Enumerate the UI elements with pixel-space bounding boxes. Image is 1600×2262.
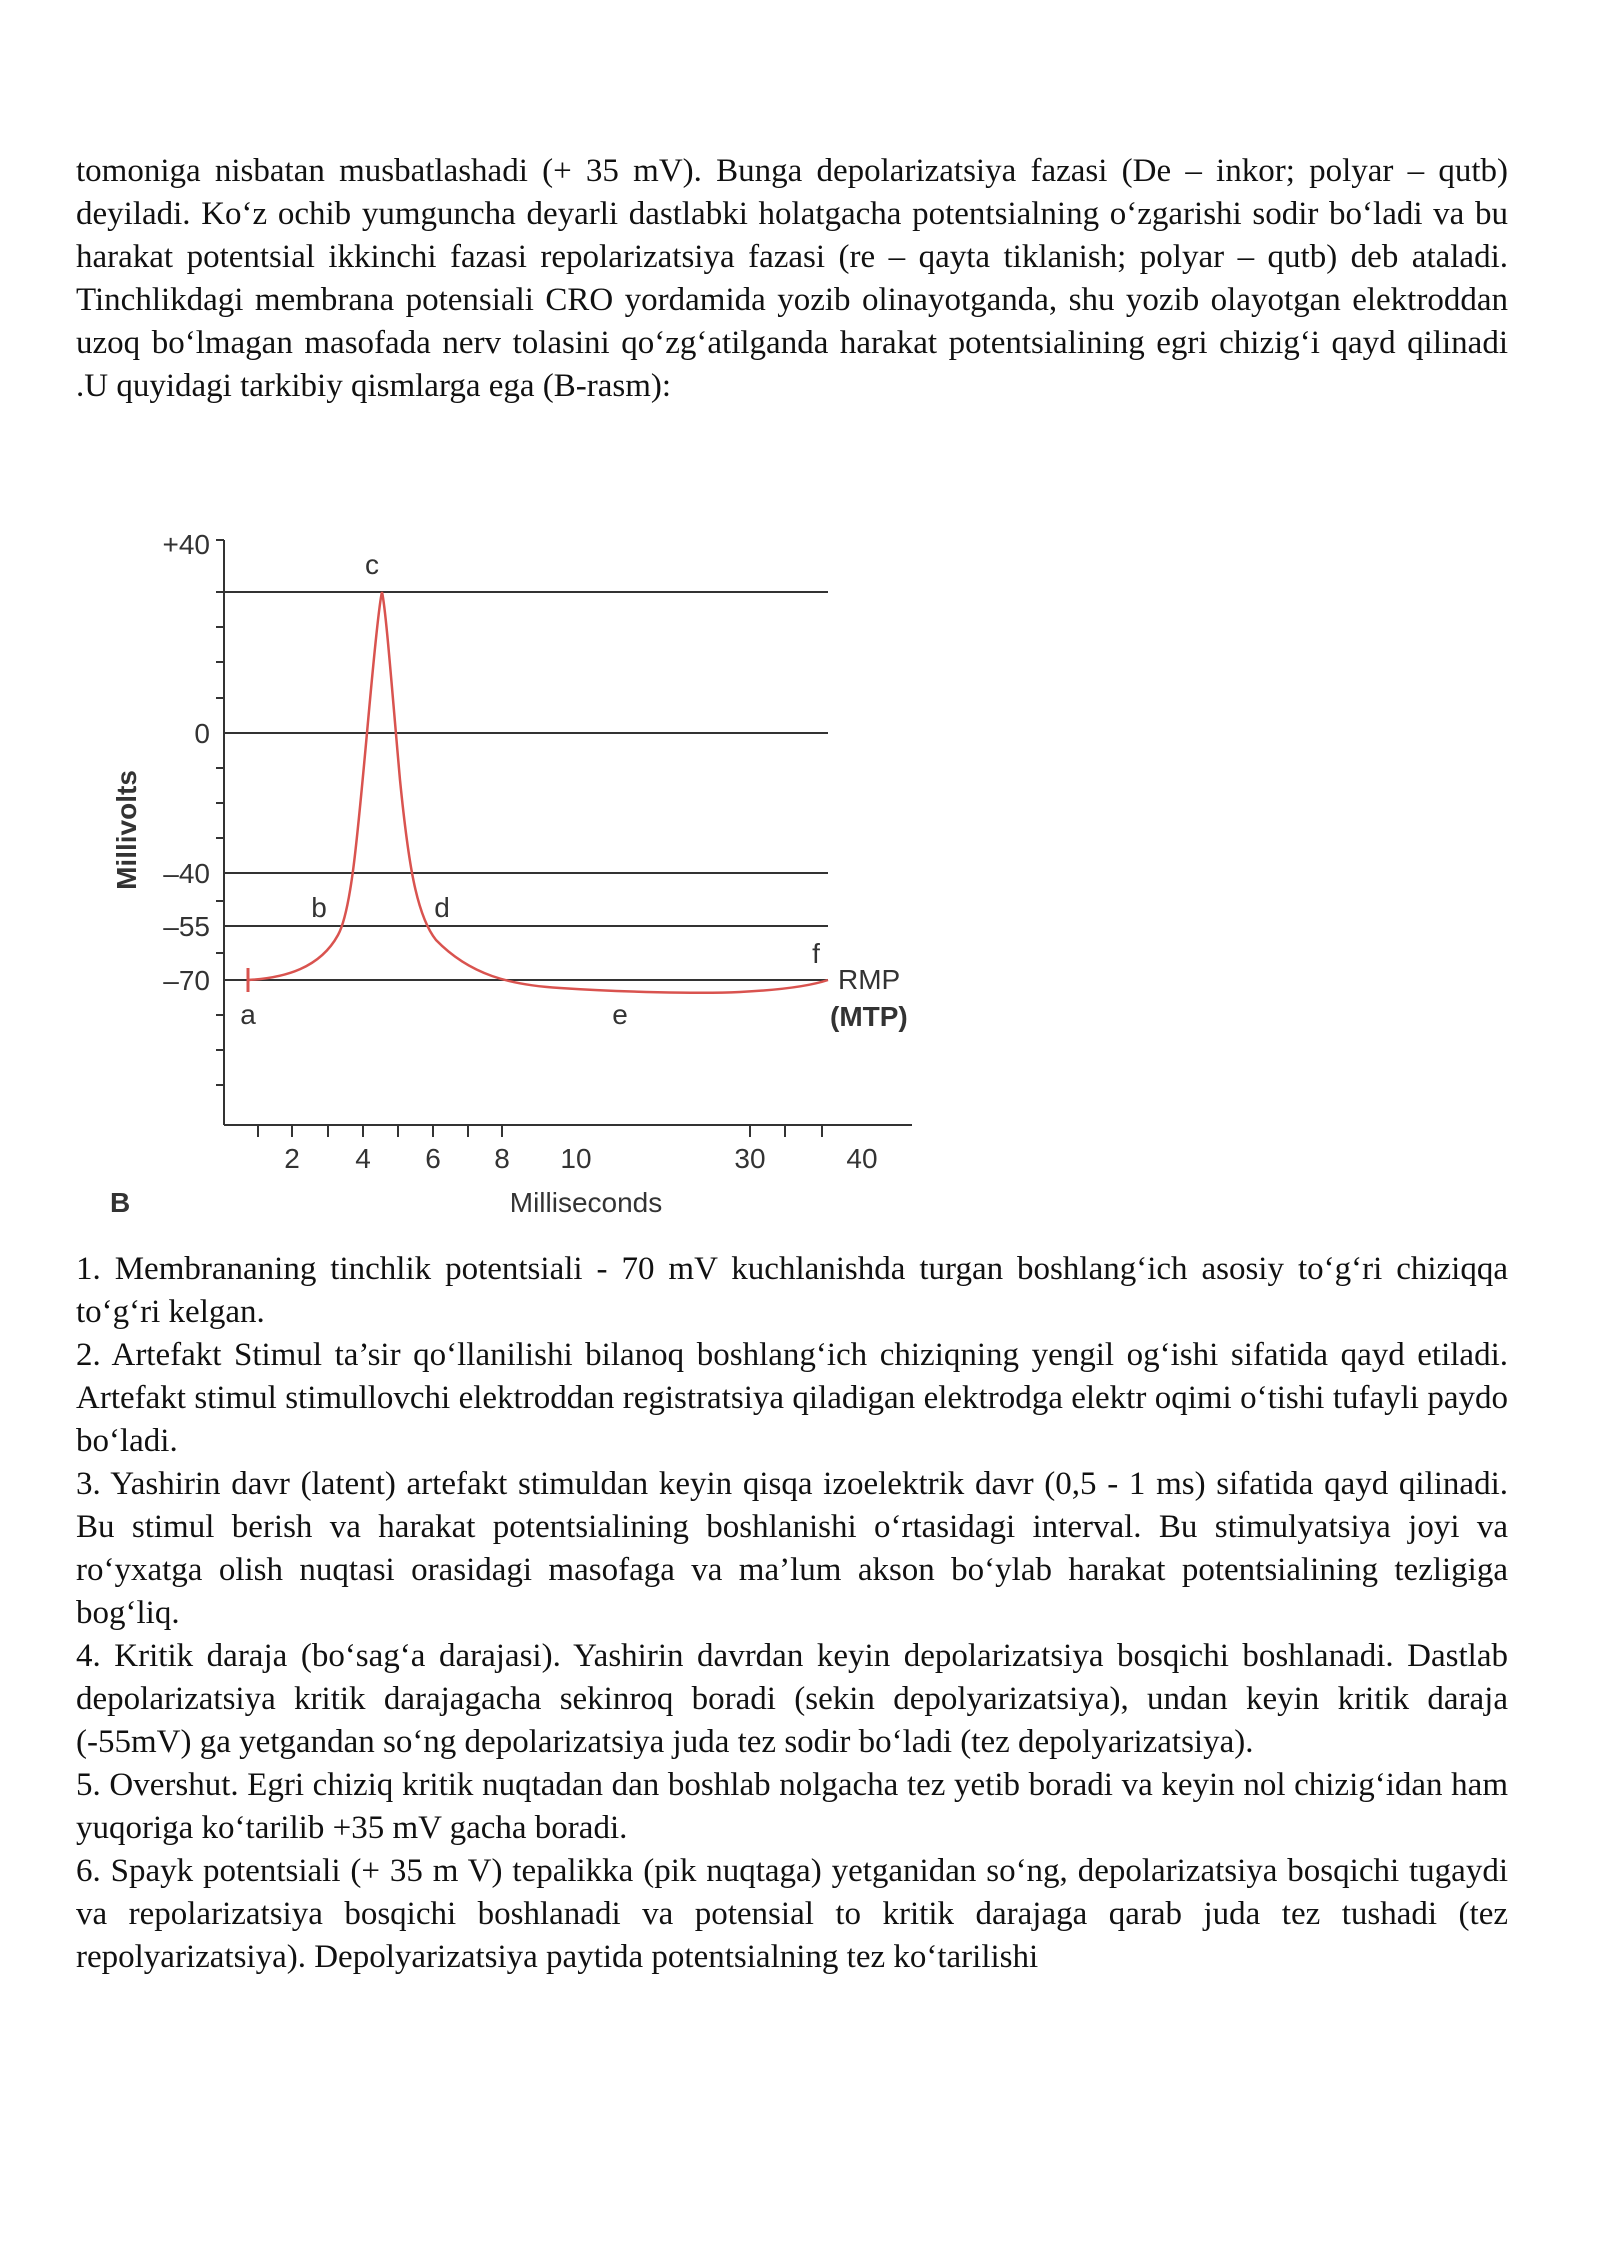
action-potential-figure [100, 530, 940, 1240]
y-minor-ticks [216, 540, 224, 1085]
intro-paragraph: tomoniga nisbatan musbatlashadi (+ 35 mV). Bunga depolarizatsiya fazasi (De – inkor; polyar – qutb) deyiladi. Ko‘z ochib yumguncha deyarli dastlabki holatgacha potentsialning o‘zgarishi sodir bo‘ladi va bu harakat potentsial ikkinchi fazasi repolarizatsiya fazasi (re – qayta tiklanish; polyar – qutb) deb ataladi. Tinchlikdagi membrana potensiali CRO yordamida yozib olinayotganda, shu yozib olayotgan elektroddan uzoq bo‘lmagan masofada nerv tolasini qo‘zg‘atilganda harakat potentsialining egri chizig‘i qayd qilinadi .U quyidagi tarkibiy qismlarga ega (B-rasm): [76, 153, 1508, 404]
y-tick-label: –55 [163, 911, 210, 942]
list-item: 5. Overshut. Egri chiziq kritik nuqtadan dan boshlab nolgacha tez yetib boradi va keyin nol chizig‘idan ham yuqoriga ko‘tarilib +35 mV gacha boradi. [76, 1767, 1508, 1846]
rmp-label: RMP [838, 964, 901, 995]
ap-components-list [76, 1248, 1508, 1979]
point-label-f: f [812, 938, 820, 969]
action-potential-curve [248, 592, 828, 993]
point-label-e: e [612, 999, 628, 1030]
x-tick-label: 30 [734, 1143, 766, 1174]
point-label-d: d [434, 892, 450, 923]
x-minor-ticks [258, 1125, 822, 1137]
point-label-b: b [311, 892, 327, 923]
action-potential-chart [100, 530, 940, 1240]
x-tick-label: 8 [494, 1143, 510, 1174]
y-axis-label: Millivolts [111, 770, 142, 890]
y-tick-label: +40 [162, 530, 210, 560]
list-item: 3. Yashirin davr (latent) artefakt stimuldan keyin qisqa izoelektrik davr (0,5 - 1 ms) sifatida qayd qilinadi. Bu stimul berish va harakat potentsialining boshlanishi o‘rtasidagi interval. Bu stimulyatsiya joyi va ro‘yxatga olish nuqtasi orasidagi masofaga va ma’lum akson bo‘ylab harakat potentsialining tezligiga bog‘liq. [76, 1466, 1508, 1631]
list-item: 1. Membrananing tinchlik potentsiali - 70 mV kuchlanishda turgan boshlang‘ich asosiy to‘g‘ri chiziqqa to‘g‘ri kelgan. [76, 1251, 1508, 1330]
x-tick-label: 4 [355, 1143, 371, 1174]
y-tick-label: 0 [194, 718, 210, 749]
x-tick-label: 40 [846, 1143, 878, 1174]
point-label-a: a [240, 999, 256, 1030]
x-tick-label: 10 [560, 1143, 592, 1174]
intro-text-block [76, 150, 1508, 408]
panel-label: B [110, 1187, 131, 1218]
list-item: 6. Spayk potentsiali (+ 35 m V) tepalikka (pik nuqtaga) yetganidan so‘ng, depolarizatsiya bosqichi tugaydi va repolarizatsiya bosqichi boshlanadi va potensial to kritik darajaga qarab juda tez tushadi (tez repolyarizatsiya). Depolyarizatsiya paytida potentsialning tez ko‘tarilishi [76, 1853, 1508, 1975]
list-item: 2. Artefakt Stimul ta’sir qo‘llanilishi bilanoq boshlang‘ich chiziqning yengil og‘ishi sifatida qayd etiladi. Artefakt stimul stimullovchi elektroddan registratsiya qiladigan elektrodga elektr oqimi o‘tishi tufayli paydo bo‘ladi. [76, 1337, 1508, 1459]
x-tick-label: 2 [284, 1143, 300, 1174]
y-tick-label: –40 [163, 858, 210, 889]
y-tick-label: –70 [163, 965, 210, 996]
x-axis-label: Milliseconds [509, 1187, 663, 1218]
point-label-c: c [365, 549, 379, 580]
mtp-label: (MTP) [830, 1001, 908, 1032]
list-item: 4. Kritik daraja (bo‘sag‘a darajasi). Yashirin davrdan keyin depolarizatsiya bosqichi boshlanadi. Dastlab depolarizatsiya kritik darajagacha sekinroq boradi (sekin depolyarizatsiya), undan keyin kritik daraja (-55mV) ga yetgandan so‘ng depolarizatsiya juda tez sodir bo‘ladi (tez depolyarizatsiya). [76, 1638, 1508, 1760]
x-tick-label: 6 [425, 1143, 441, 1174]
